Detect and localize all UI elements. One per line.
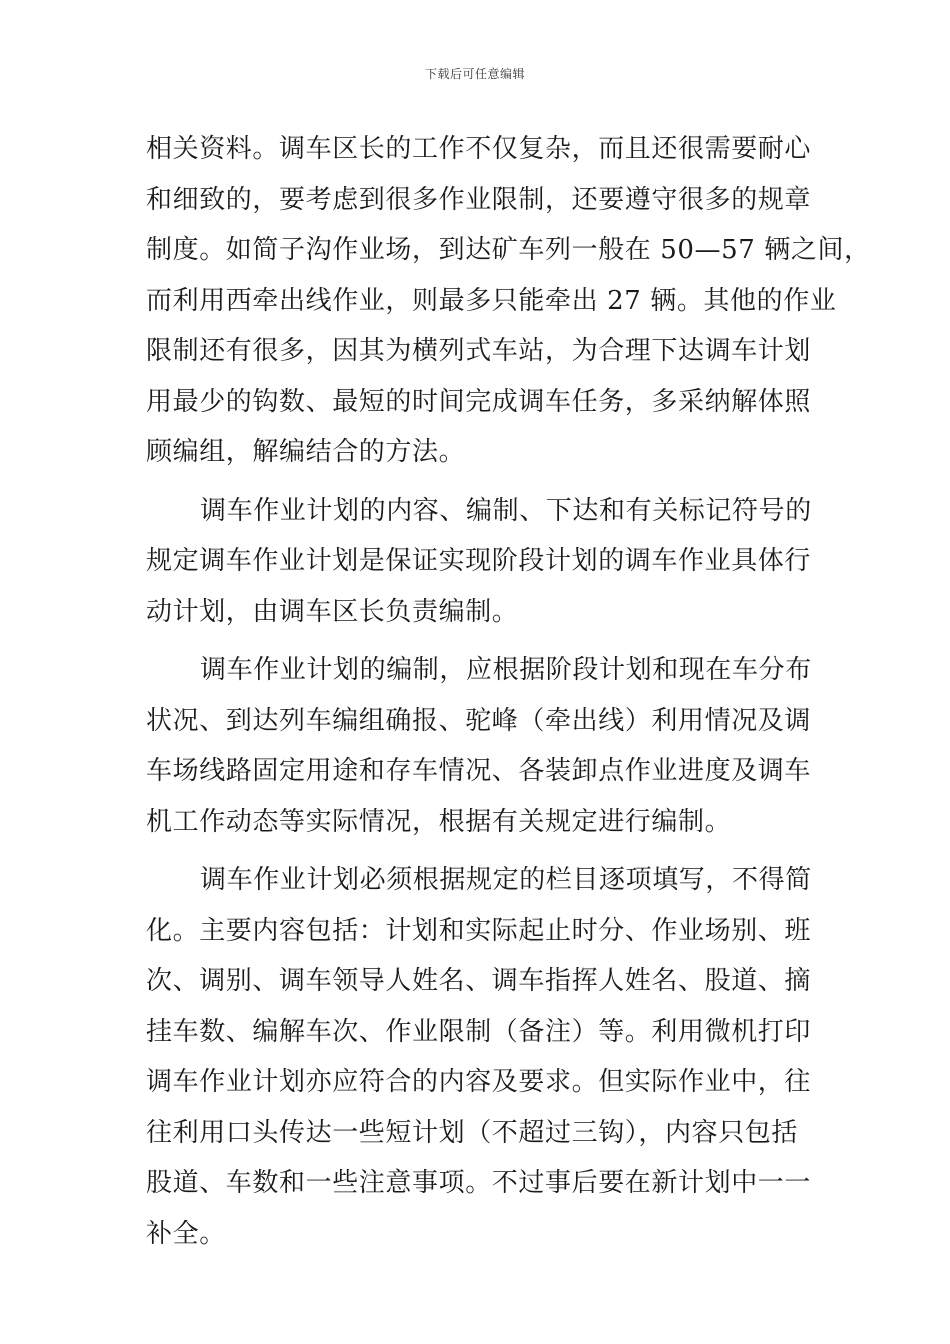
text-line: 挂车数、编解车次、作业限制（备注）等。利用微机打印 bbox=[146, 1016, 812, 1047]
text-line: 次、调别、调车领导人姓名、调车指挥人姓名、股道、摘 bbox=[146, 966, 812, 996]
paragraph-1 bbox=[146, 124, 871, 478]
text-line: 调车作业计划必须根据规定的栏目逐项填写，不得简 bbox=[200, 865, 812, 895]
text-line: 调车作业计划的内容、编制、下达和有关标记符号的 bbox=[200, 495, 812, 526]
text-line: 往利用口头传达一些短计划（不超过三钩），内容只包括 bbox=[146, 1117, 799, 1148]
paragraph-4 bbox=[146, 855, 826, 1259]
paragraph-3 bbox=[146, 645, 826, 847]
paragraph-2 bbox=[146, 486, 826, 638]
text-line: 而利用西牵出线作业，则最多只能牵出 27 辆。其他的作业 bbox=[146, 285, 837, 316]
text-line: 顾编组，解编结合的方法。 bbox=[146, 437, 466, 467]
text-line: 车场线路固定用途和存车情况、各装卸点作业进度及调车 bbox=[146, 756, 812, 786]
text-line: 限制还有很多，因其为横列式车站，为合理下达调车计划 bbox=[146, 336, 812, 366]
text-line: 状况、到达列车编组确报、驼峰（牵出线）利用情况及调 bbox=[146, 705, 812, 736]
text-line: 机工作动态等实际情况，根据有关规定进行编制。 bbox=[146, 806, 732, 837]
text-line: 用最少的钩数、最短的时间完成调车任务，多采纳解体照 bbox=[146, 386, 812, 417]
text-line: 补全。 bbox=[146, 1218, 226, 1249]
text-line: 调车作业计划的编制，应根据阶段计划和现在车分布 bbox=[200, 655, 812, 685]
text-line: 相关资料。调车区长的工作不仅复杂，而且还很需要耐心 bbox=[146, 134, 812, 164]
text-line: 制度。如简子沟作业场，到达矿车列一般在 50—57 辆之间， bbox=[146, 235, 871, 265]
document-body bbox=[146, 124, 871, 1259]
text-line: 和细致的，要考虑到很多作业限制，还要遵守很多的规章 bbox=[146, 184, 812, 215]
text-line: 股道、车数和一些注意事项。不过事后要在新计划中一一 bbox=[146, 1168, 812, 1198]
header-note: 下载后可任意编辑 bbox=[424, 67, 525, 81]
text-line: 化。主要内容包括：计划和实际起止时分、作业场别、班 bbox=[146, 915, 812, 946]
text-line: 动计划，由调车区长负责编制。 bbox=[146, 596, 519, 627]
text-line: 调车作业计划亦应符合的内容及要求。但实际作业中，往 bbox=[146, 1067, 812, 1097]
text-line: 规定调车作业计划是保证实现阶段计划的调车作业具体行 bbox=[146, 546, 812, 576]
